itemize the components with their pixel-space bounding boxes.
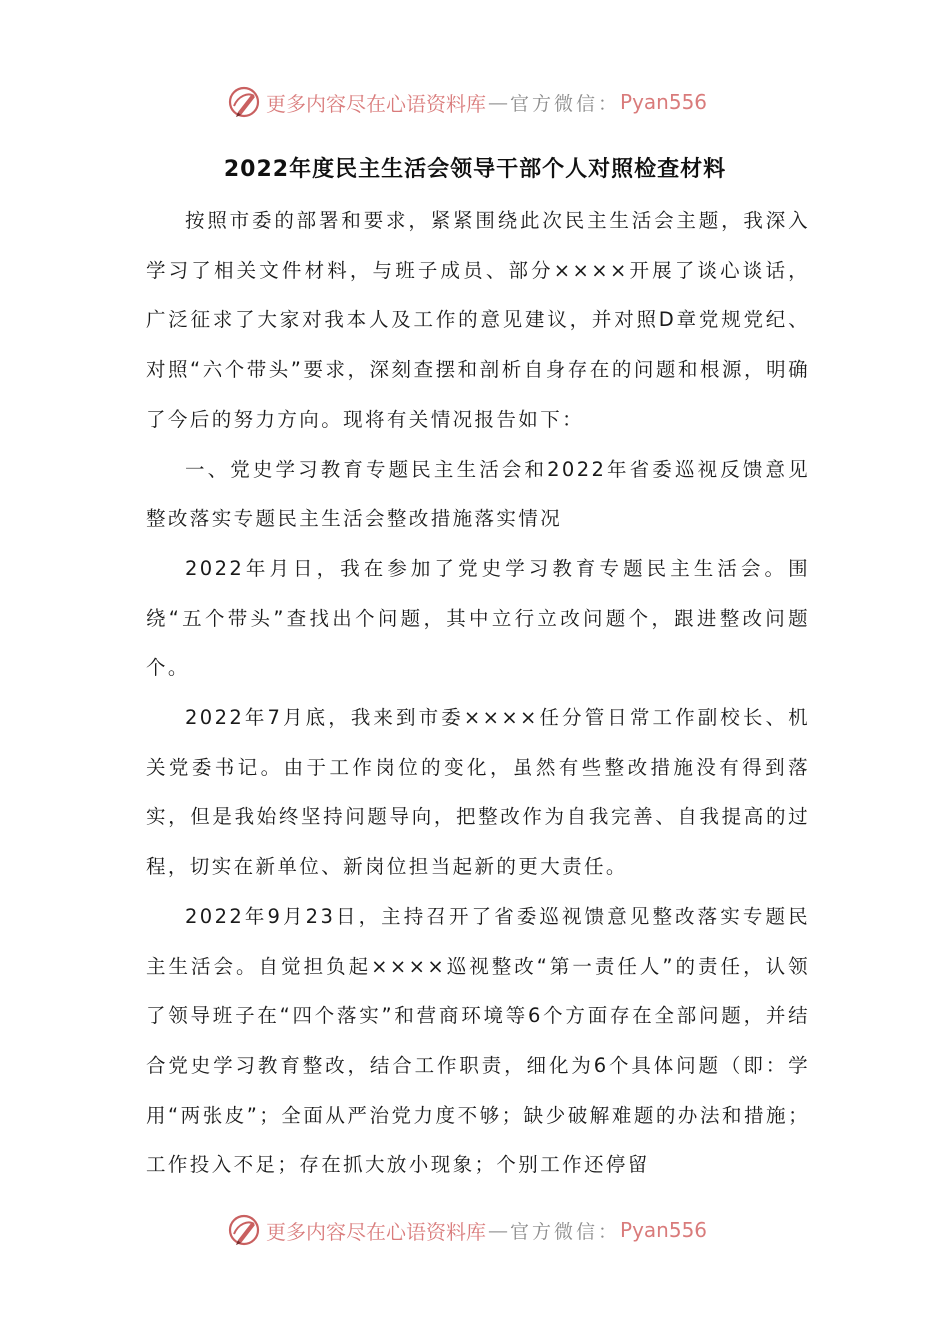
watermark-wechat-id: Pyan556	[620, 90, 708, 114]
header-watermark	[226, 82, 707, 122]
paragraph-july-position: 2022年7月底，我来到市委××××任分管日常工作副校长、机关党委书记。由于工作岗位的变化，虽然有些整改措施没有得到落实，但是我始终坚持问题导向，把整改作为自我完善、自我提高的过程，切实在新单位、新岗位担当起新的更大责任。	[146, 706, 810, 879]
pen-swirl-logo-icon	[226, 1212, 262, 1248]
pen-swirl-logo-icon	[226, 84, 262, 120]
paragraph-2022-meeting: 2022年月日，我在参加了党史学习教育专题民主生活会。围绕“五个带头”查找出个问题，其中立行立改问题个，跟进整改问题个。	[146, 556, 810, 680]
document-body	[146, 196, 810, 1190]
paragraph-intro: 按照市委的部署和要求，紧紧围绕此次民主生活会主题，我深入学习了相关文件材料，与班子成员、部分××××开展了谈心谈话，广泛征求了大家对我本人及工作的意见建议，并对照D章党规党纪、对照“六个带头”要求，深刻查摆和剖析自身存在的问题和根源，明确了今后的努力方向。现将有关情况报告如下：	[146, 209, 811, 431]
document-title: 2022年度民主生活会领导干部个人对照检查材料	[223, 157, 727, 182]
watermark-dash: —	[488, 90, 508, 114]
watermark-dash: —	[488, 1218, 508, 1242]
watermark-wechat-id: Pyan556	[620, 1218, 708, 1242]
watermark-official-label: 官方微信：	[510, 92, 621, 115]
watermark-site-text: 更多内容尽在心语资料库	[266, 91, 486, 116]
paragraph-section-heading: 一、党史学习教育专题民主生活会和2022年省委巡视反馈意见整改落实专题民主生活会整改措施落实情况	[146, 457, 810, 531]
footer-watermark	[226, 1210, 707, 1250]
paragraph-september-meeting: 2022年9月23日，主持召开了省委巡视馈意见整改落实专题民主生活会。自觉担负起××××巡视整改“第一责任人”的责任，认领了领导班子在“四个落实”和营商环境等6个方面存在全部问题，并结合党史学习教育整改，结合工作职责，细化为6个具体问题（即：学用“两张皮”；全面从严治党力度不够；缺少破解难题的办法和措施；工作投入不足；存在抓大放小现象；个别工作还停留	[146, 904, 810, 1177]
watermark-site-text: 更多内容尽在心语资料库	[266, 1219, 486, 1244]
watermark-official-label: 官方微信：	[510, 1220, 621, 1243]
